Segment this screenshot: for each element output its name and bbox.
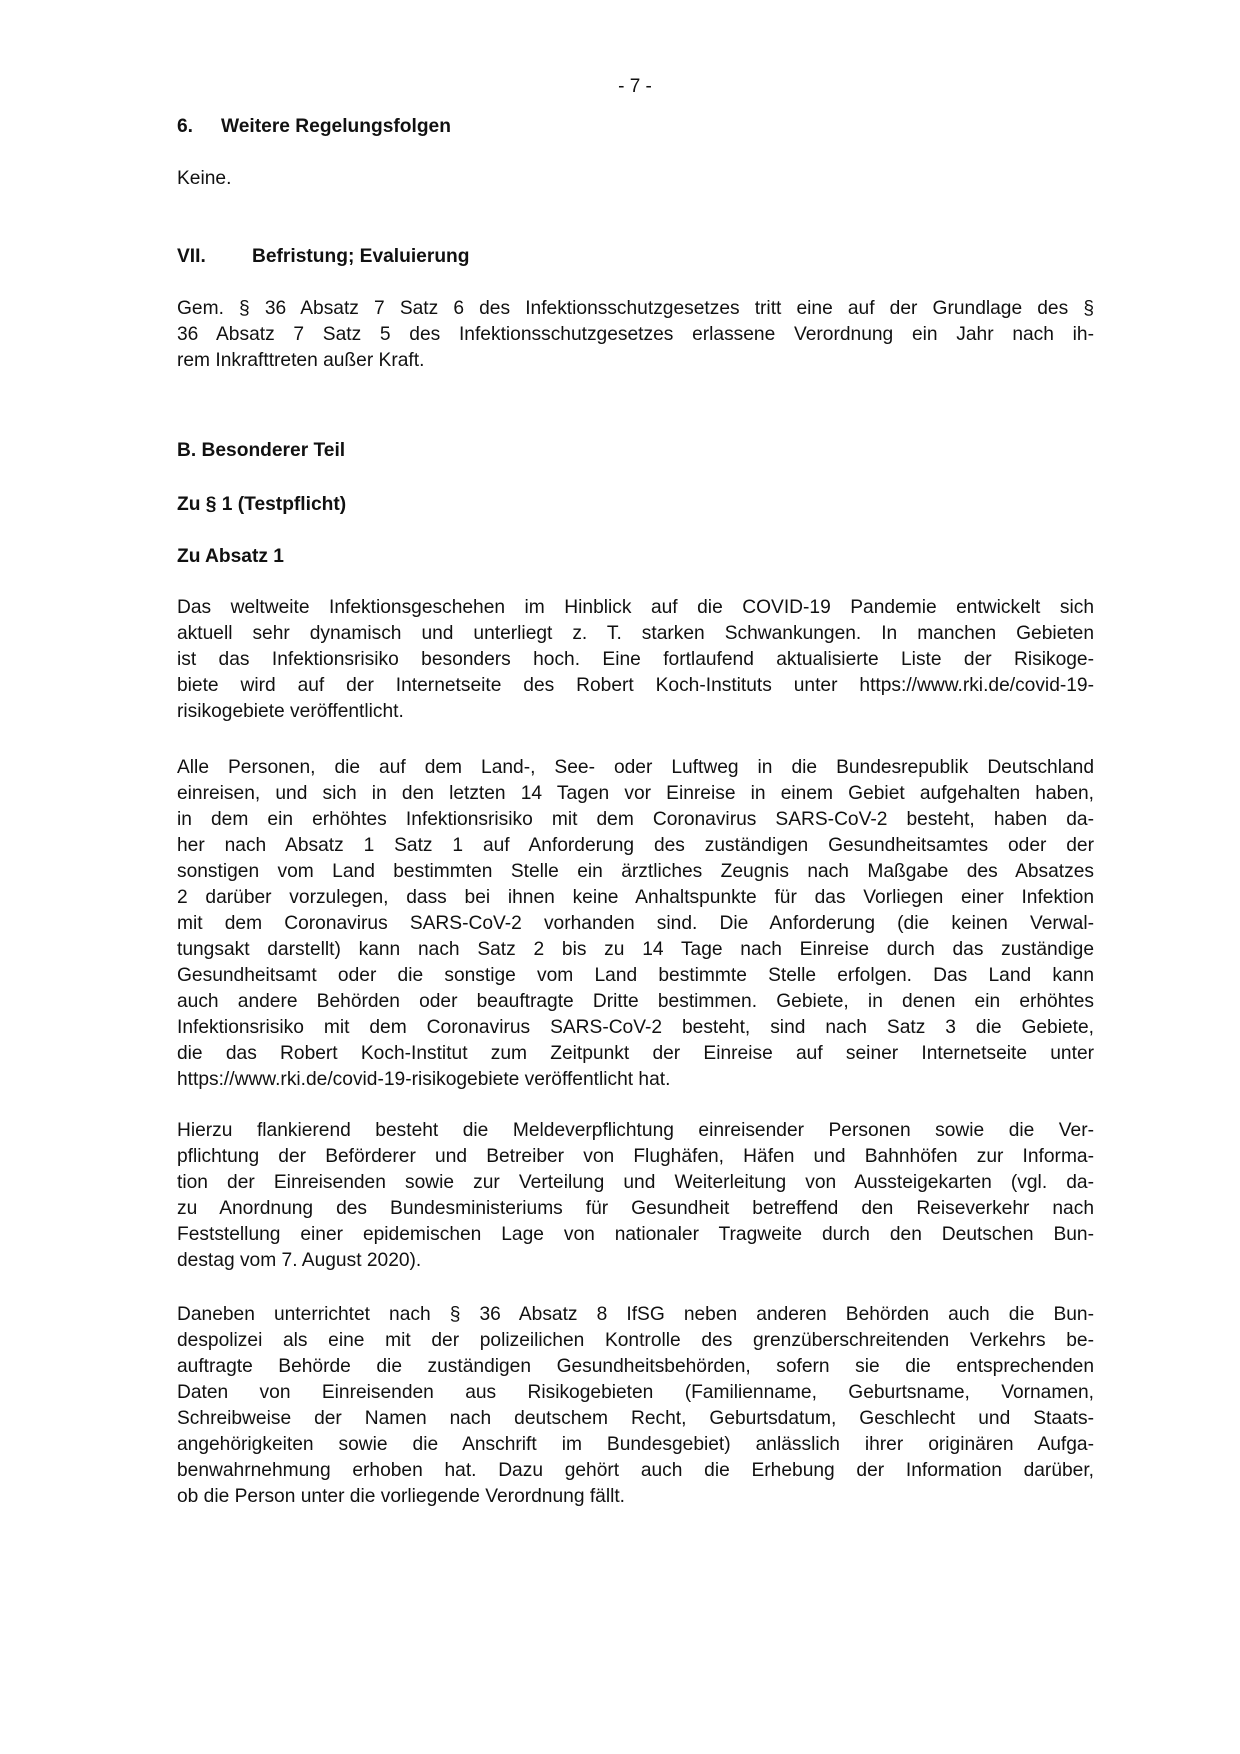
paragraph-line: ob die Person unter die vorliegende Verordnung fällt. bbox=[177, 1486, 626, 1507]
paragraph-line: Schreibweise der Namen nach deutschem Recht, Geburtsdatum, Geschlecht und Staats- bbox=[177, 1408, 1094, 1429]
body-paragraph-4 bbox=[177, 1302, 1094, 1510]
paragraph-line: tion der Einreisenden sowie zur Verteilung und Weiterleitung von Aussteigekarten (vgl. da- bbox=[177, 1172, 1094, 1193]
paragraph-line: benwahrnehmung erhoben hat. Dazu gehört auch die Erhebung der Information darüber, bbox=[177, 1460, 1094, 1481]
page-number: - 7 - bbox=[618, 76, 652, 97]
section-vii-paragraph bbox=[177, 296, 1094, 374]
paragraph-line: auch andere Behörden oder beauftragte Dritte bestimmen. Gebiete, in denen ein erhöhtes bbox=[177, 991, 1094, 1012]
paragraph-line: auftragte Behörde die zuständigen Gesundheitsbehörden, sofern sie die entsprechenden bbox=[177, 1356, 1094, 1377]
paragraph-line: Infektionsrisiko mit dem Coronavirus SARS-CoV-2 besteht, sind nach Satz 3 die Gebiete, bbox=[177, 1017, 1094, 1038]
paragraph-line: mit dem Coronavirus SARS-CoV-2 vorhanden sind. Die Anforderung (die keinen Verwal- bbox=[177, 913, 1094, 934]
paragraph-line: sonstigen vom Land bestimmten Stelle ein ärztliches Zeugnis nach Maßgabe des Absatzes bbox=[177, 861, 1094, 882]
section-6-number: 6. bbox=[177, 116, 194, 137]
paragraph-line: angehörigkeiten sowie die Anschrift im Bundesgebiet) anlässlich ihrer originären Aufga- bbox=[177, 1434, 1094, 1455]
body-paragraph-2 bbox=[177, 755, 1094, 1093]
paragraph-line: Daten von Einreisenden aus Risikogebieten (Familienname, Geburtsname, Vornamen, bbox=[177, 1382, 1094, 1403]
paragraph-line: Feststellung einer epidemischen Lage von nationaler Tragweite durch den Deutschen Bun- bbox=[177, 1224, 1094, 1245]
section-6-title: Weitere Regelungsfolgen bbox=[221, 116, 451, 137]
section-vii-heading bbox=[177, 244, 1094, 270]
paragraph-line: Daneben unterrichtet nach § 36 Absatz 8 IfSG neben anderen Behörden auch die Bun- bbox=[177, 1304, 1094, 1325]
paragraph-line: tungsakt darstellt) kann nach Satz 2 bis zu 14 Tage nach Einreise durch das zuständige bbox=[177, 939, 1094, 960]
paragraph-line: https://www.rki.de/covid-19-risikogebiete veröffentlicht hat. bbox=[177, 1069, 671, 1090]
paragraph-line: biete wird auf der Internetseite des Robert Koch-Instituts unter https://www.rki.de/covid-19- bbox=[177, 675, 1094, 696]
section-6-body: Keine. bbox=[177, 168, 232, 189]
paragraph-line: pflichtung der Beförderer und Betreiber von Flughäfen, Häfen und Bahnhöfen zur Informa- bbox=[177, 1146, 1094, 1167]
paragraph-line: Hierzu flankierend besteht die Meldeverpflichtung einreisender Personen sowie die Ver- bbox=[177, 1120, 1094, 1141]
paragraph-line: aktuell sehr dynamisch und unterliegt z. T. starken Schwankungen. In manchen Gebieten bbox=[177, 623, 1094, 644]
paragraph-line: destag vom 7. August 2020). bbox=[177, 1250, 422, 1271]
paragraph-line: her nach Absatz 1 Satz 1 auf Anforderung des zuständigen Gesundheitsamtes oder der bbox=[177, 835, 1094, 856]
part-b-heading: B. Besonderer Teil bbox=[177, 440, 346, 461]
paragraph-line: in dem ein erhöhtes Infektionsrisiko mit dem Coronavirus SARS-CoV-2 besteht, haben da- bbox=[177, 809, 1094, 830]
paragraph-line: 36 Absatz 7 Satz 5 des Infektionsschutzgesetzes erlassene Verordnung ein Jahr nach ih- bbox=[177, 324, 1094, 345]
paragraph-line: Alle Personen, die auf dem Land-, See- oder Luftweg in die Bundesrepublik Deutschland bbox=[177, 757, 1094, 778]
section-vii-number: VII. bbox=[177, 246, 206, 267]
paragraph-line: rem Inkrafttreten außer Kraft. bbox=[177, 350, 425, 371]
paragraph-line: einreisen, und sich in den letzten 14 Tagen vor Einreise in einem Gebiet aufgehalten haben, bbox=[177, 783, 1094, 804]
paragraph-line: ist das Infektionsrisiko besonders hoch. Eine fortlaufend aktualisierte Liste der Risikoge- bbox=[177, 649, 1094, 670]
section-6-heading bbox=[177, 114, 1094, 140]
section-vii-title: Befristung; Evaluierung bbox=[252, 246, 470, 267]
paragraph-1-heading: Zu § 1 (Testpflicht) bbox=[177, 494, 347, 515]
paragraph-line: Gesundheitsamt oder die sonstige vom Land bestimmte Stelle erfolgen. Das Land kann bbox=[177, 965, 1094, 986]
absatz-1-heading: Zu Absatz 1 bbox=[177, 546, 284, 567]
paragraph-line: risikogebiete veröffentlicht. bbox=[177, 701, 404, 722]
paragraph-line: zu Anordnung des Bundesministeriums für Gesundheit betreffend den Reiseverkehr nach bbox=[177, 1198, 1094, 1219]
paragraph-line: Das weltweite Infektionsgeschehen im Hinblick auf die COVID-19 Pandemie entwickelt sich bbox=[177, 597, 1094, 618]
paragraph-line: die das Robert Koch-Institut zum Zeitpunkt der Einreise auf seiner Internetseite unter bbox=[177, 1043, 1094, 1064]
paragraph-line: despolizei als eine mit der polizeilichen Kontrolle des grenzüberschreitenden Verkehrs be- bbox=[177, 1330, 1094, 1351]
paragraph-line: Gem. § 36 Absatz 7 Satz 6 des Infektionsschutzgesetzes tritt eine auf der Grundlage des § bbox=[177, 298, 1094, 319]
paragraph-line: 2 darüber vorzulegen, dass bei ihnen keine Anhaltspunkte für das Vorliegen einer Infektion bbox=[177, 887, 1094, 908]
body-paragraph-3 bbox=[177, 1118, 1094, 1274]
body-paragraph-1 bbox=[177, 595, 1094, 725]
